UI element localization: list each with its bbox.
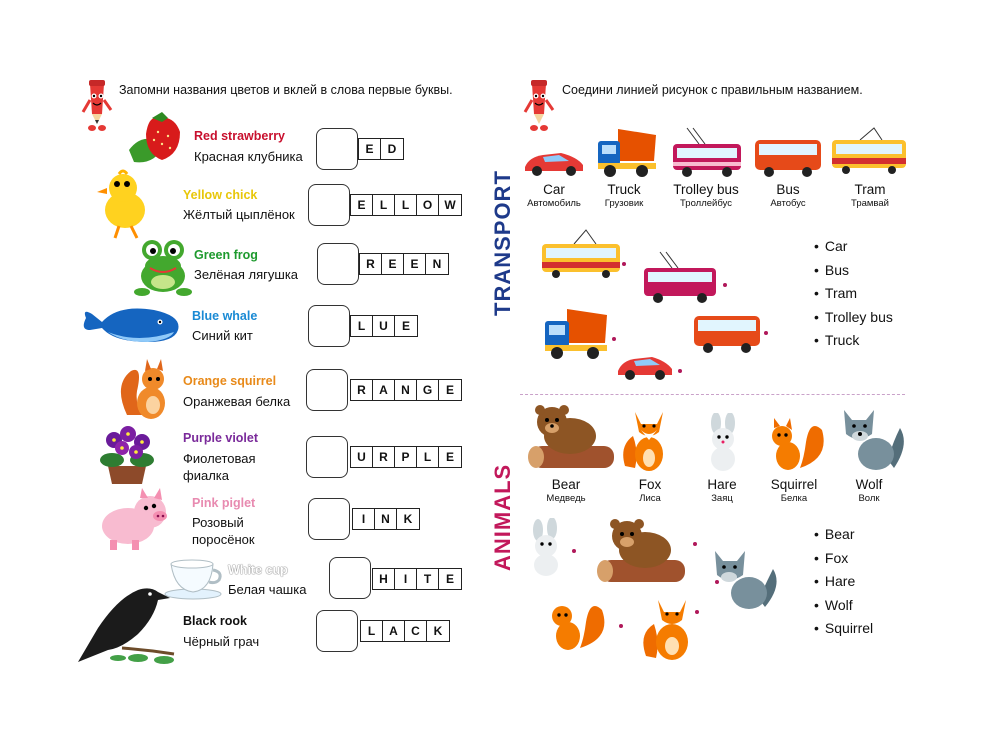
squirrel-icon xyxy=(117,355,175,425)
item-name-ru: Розовый поросёнок xyxy=(192,515,255,547)
first-letter-sticker-slot[interactable] xyxy=(308,305,350,347)
bus-icon xyxy=(753,136,823,178)
animal-word-list xyxy=(814,523,873,641)
item-first-letter: P xyxy=(192,496,201,510)
trolley-bus-icon xyxy=(640,250,720,304)
transport-word[interactable]: • Trolley bus xyxy=(814,306,893,330)
transport-label xyxy=(825,182,915,209)
letter-cell: R xyxy=(360,254,382,274)
letter-cell: W xyxy=(444,198,456,212)
word-letters xyxy=(350,194,462,216)
letter-cell: N xyxy=(432,257,442,271)
transport-label-ru: Троллейбус xyxy=(680,198,732,209)
animal-word[interactable]: • Bear xyxy=(814,523,873,547)
letter-cell: E xyxy=(359,139,381,159)
letter-cell: T xyxy=(417,569,439,589)
fox-icon xyxy=(640,594,698,664)
word-letters xyxy=(350,446,462,468)
animals-section-title: ANIMALS xyxy=(490,463,515,571)
letter-cell: K xyxy=(403,512,413,526)
animal-label-ru: Заяц xyxy=(711,493,733,504)
first-letter-sticker-slot[interactable] xyxy=(316,610,358,652)
pencil-mascot-icon xyxy=(80,78,114,134)
first-letter-sticker-slot[interactable] xyxy=(329,557,371,599)
transport-word[interactable]: • Truck xyxy=(814,329,893,353)
transport-label-en: Tram xyxy=(854,182,886,197)
transport-section-title: TRANSPORT xyxy=(490,170,515,316)
letter-cell: R xyxy=(351,380,373,400)
animal-label-en: Wolf xyxy=(855,477,883,492)
first-letter-sticker-slot[interactable] xyxy=(308,498,350,540)
letter-cell: E xyxy=(445,450,454,464)
item-name-en xyxy=(194,129,285,143)
letter-cell: H xyxy=(373,569,395,589)
item-rest: lack rook xyxy=(192,614,247,628)
transport-label-en: Truck xyxy=(607,182,641,197)
item-name-en xyxy=(183,431,258,445)
letter-cell: U xyxy=(351,447,373,467)
first-letter-sticker-slot[interactable] xyxy=(306,436,348,478)
chick-icon xyxy=(93,168,155,240)
item-first-letter: G xyxy=(194,248,204,262)
item-first-letter: P xyxy=(183,431,192,445)
letter-cell: N xyxy=(395,380,417,400)
letter-cell: P xyxy=(395,447,417,467)
transport-label-en: Bus xyxy=(776,182,800,197)
item-name-ru: Зелёная лягушка xyxy=(194,267,299,282)
transport-label-en: Car xyxy=(543,182,565,197)
wolf-icon xyxy=(707,545,781,613)
item-first-letter: B xyxy=(192,309,202,323)
item-rest: reen frog xyxy=(203,248,258,262)
item-rest: hite cup xyxy=(239,563,288,577)
animal-label-en: Squirrel xyxy=(770,477,818,492)
letter-cell: A xyxy=(373,380,395,400)
item-first-letter: O xyxy=(183,374,193,388)
item-name-ru: Красная клубника xyxy=(194,149,303,164)
item-name-en xyxy=(228,563,288,577)
transport-label xyxy=(579,182,669,209)
connect-dot[interactable] xyxy=(693,542,697,546)
animal-label-en: Hare xyxy=(707,477,737,492)
letter-cell: L xyxy=(395,195,417,215)
connect-dot[interactable] xyxy=(678,369,682,373)
letter-cell: U xyxy=(373,316,395,336)
frog-icon xyxy=(132,236,194,298)
connect-dot[interactable] xyxy=(695,610,699,614)
whale-icon xyxy=(78,300,186,346)
car-icon xyxy=(614,351,676,381)
trolley-bus-icon xyxy=(669,126,745,178)
letter-cell: I xyxy=(353,509,375,529)
animal-word[interactable]: • Hare xyxy=(814,570,873,594)
transport-label xyxy=(743,182,833,209)
item-name-ru: Жёлтый цыплёнок xyxy=(183,207,295,222)
strawberry-icon xyxy=(124,110,190,168)
bus-icon xyxy=(692,312,762,354)
transport-label-en: Trolley bus xyxy=(673,182,739,197)
left-instruction: Запомни названия цветов и вклей в слова первые буквы. xyxy=(119,83,453,97)
squirrel-icon xyxy=(760,418,828,474)
transport-word[interactable]: • Tram xyxy=(814,282,893,306)
transport-label-ru: Трамвай xyxy=(851,198,889,209)
violet-icon xyxy=(92,422,162,486)
animal-label-en: Fox xyxy=(638,477,662,492)
letter-cell: I xyxy=(395,569,417,589)
letter-cell: E xyxy=(445,383,454,397)
animal-label-ru: Белка xyxy=(780,493,808,504)
bear-icon xyxy=(597,514,689,586)
animal-label xyxy=(521,477,611,504)
animal-label-ru: Медведь xyxy=(546,493,586,504)
letter-cell: C xyxy=(405,621,427,641)
connect-dot[interactable] xyxy=(622,262,626,266)
pencil-mascot-icon xyxy=(522,78,556,134)
item-first-letter: B xyxy=(183,614,193,628)
item-first-letter: Y xyxy=(183,188,191,202)
word-letters xyxy=(350,379,462,401)
letter-cell: G xyxy=(417,380,439,400)
letter-cell: O xyxy=(417,195,439,215)
animal-label xyxy=(824,477,914,504)
item-name-ru: Белая чашка xyxy=(228,582,307,597)
animal-word[interactable]: • Wolf xyxy=(814,594,873,618)
item-name-en xyxy=(183,374,276,388)
animal-label-ru: Лиса xyxy=(639,493,661,504)
first-letter-sticker-slot[interactable] xyxy=(306,369,348,411)
first-letter-sticker-slot[interactable] xyxy=(317,243,359,285)
letter-cell: E xyxy=(401,319,410,333)
item-name-en xyxy=(183,614,247,628)
item-rest: ink piglet xyxy=(200,496,256,510)
connect-dot[interactable] xyxy=(715,580,719,584)
transport-label-ru: Автобус xyxy=(770,198,806,209)
transport-label-ru: Автомобиль xyxy=(527,198,581,209)
transport-label xyxy=(661,182,751,209)
transport-word[interactable]: • Bus xyxy=(814,259,893,283)
section-divider xyxy=(520,394,905,395)
item-name-ru: Фиолетовая фиалка xyxy=(183,451,256,483)
item-name-ru: Оранжевая белка xyxy=(183,394,291,409)
item-rest: lue whale xyxy=(201,309,258,323)
connect-dot[interactable] xyxy=(612,337,616,341)
animal-label-ru: Волк xyxy=(858,493,880,504)
word-letters xyxy=(359,253,449,275)
item-first-letter: R xyxy=(194,129,204,143)
letter-cell: A xyxy=(383,621,405,641)
transport-word[interactable]: • Car xyxy=(814,235,893,259)
item-first-letter: W xyxy=(228,563,240,577)
word-letters xyxy=(360,620,450,642)
word-letters xyxy=(372,568,462,590)
truck-icon xyxy=(543,305,611,361)
letter-cell: E xyxy=(382,254,404,274)
wolf-icon xyxy=(834,404,908,474)
transport-word-list xyxy=(814,235,893,353)
letter-cell: L xyxy=(373,195,395,215)
item-rest: ed strawberry xyxy=(203,129,286,143)
fox-icon xyxy=(621,406,671,474)
letter-cell: N xyxy=(375,509,397,529)
tram-icon xyxy=(830,126,908,178)
connect-dot[interactable] xyxy=(619,624,623,628)
word-letters xyxy=(358,138,404,160)
letter-cell: R xyxy=(373,447,395,467)
letter-cell: L xyxy=(361,621,383,641)
animal-word[interactable]: • Fox xyxy=(814,547,873,571)
item-name-en xyxy=(194,248,258,262)
connect-dot[interactable] xyxy=(723,283,727,287)
letter-cell: L xyxy=(417,447,439,467)
first-letter-sticker-slot[interactable] xyxy=(316,128,358,170)
truck-icon xyxy=(596,125,660,179)
piglet-icon xyxy=(96,486,172,552)
connect-dot[interactable] xyxy=(572,549,576,553)
right-instruction: Соедини линией рисунок с правильным названием. xyxy=(562,83,863,97)
animal-label-en: Bear xyxy=(551,477,581,492)
connect-dot[interactable] xyxy=(764,331,768,335)
item-name-en xyxy=(192,496,255,510)
letter-cell: E xyxy=(404,254,426,274)
tram-icon xyxy=(540,228,622,282)
car-icon xyxy=(521,147,587,177)
item-name-en xyxy=(192,309,257,323)
hare-icon xyxy=(524,518,568,578)
item-rest: ellow chick xyxy=(190,188,258,202)
animal-word[interactable]: • Squirrel xyxy=(814,617,873,641)
item-name-en xyxy=(183,188,257,202)
item-name-ru: Синий кит xyxy=(192,328,253,343)
item-rest: urple violet xyxy=(191,431,259,445)
letter-cell: D xyxy=(387,142,397,156)
first-letter-sticker-slot[interactable] xyxy=(308,184,350,226)
squirrel-icon xyxy=(540,598,610,654)
transport-label-ru: Грузовик xyxy=(604,198,644,209)
letter-cell: K xyxy=(433,624,443,638)
letter-cell: E xyxy=(351,195,373,215)
letter-cell: L xyxy=(351,316,373,336)
hare-icon xyxy=(700,413,746,473)
letter-cell: E xyxy=(445,572,454,586)
word-letters xyxy=(352,508,420,530)
bear-icon xyxy=(522,402,618,472)
rook-icon xyxy=(78,578,182,668)
item-rest: range squirrel xyxy=(192,374,277,388)
word-letters xyxy=(350,315,418,337)
item-name-ru: Чёрный грач xyxy=(183,634,260,649)
